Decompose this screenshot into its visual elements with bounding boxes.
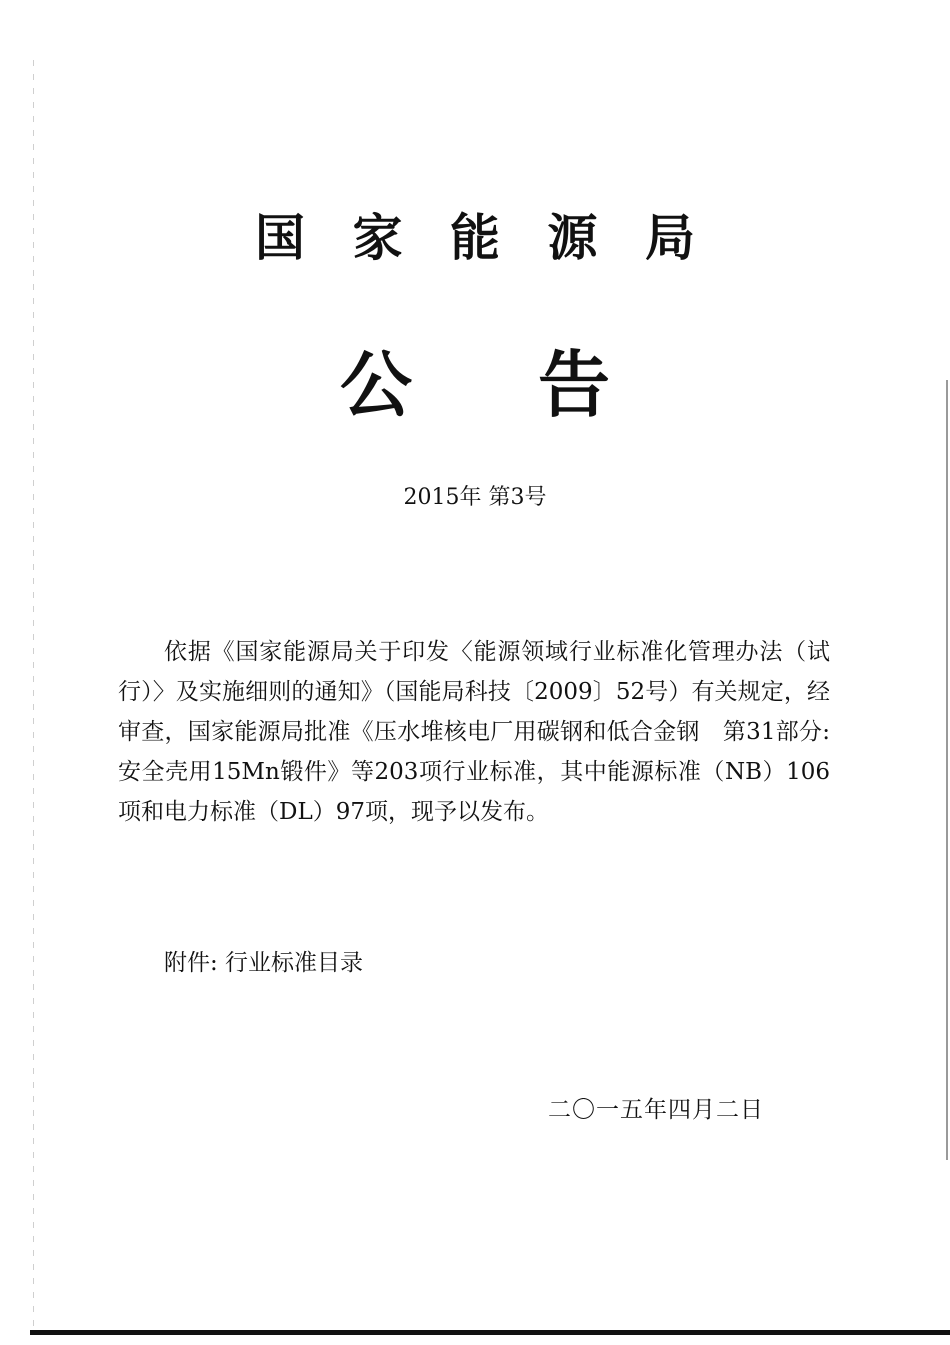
body-paragraph: 依据《国家能源局关于印发〈能源领域行业标准化管理办法（试行）〉及实施细则的通知》（国能局科技〔2009〕52号）有关规定，经审查，国家能源局批准《压水堆核电厂用碳钢和低合金钢 第31部分: 安全壳用15Mn锻件》等203项行业标准，其中能源标准（NB）106项和电力标准（DL）97项，现予以发布。 xyxy=(118,639,830,825)
document-number: 2015年 第3号 xyxy=(403,485,547,510)
agency-char: 国 xyxy=(255,208,305,267)
doc-type-char: 告 xyxy=(537,342,610,427)
issue-date: 二〇一五年四月二日 xyxy=(548,1097,764,1123)
agency-char: 源 xyxy=(547,208,598,267)
agency-char: 家 xyxy=(352,208,403,267)
doc-type-char: 公 xyxy=(340,342,413,427)
document-type-title xyxy=(340,342,610,427)
issuing-agency-title xyxy=(255,208,695,268)
scan-margin-line-left xyxy=(33,60,34,1330)
bottom-border-rule xyxy=(30,1330,950,1335)
announcement-body xyxy=(118,632,830,832)
agency-char: 局 xyxy=(645,208,695,267)
agency-char: 能 xyxy=(450,208,500,267)
attachment-line: 附件: 行业标准目录 xyxy=(164,950,364,976)
scan-margin-line-right xyxy=(946,0,948,1345)
